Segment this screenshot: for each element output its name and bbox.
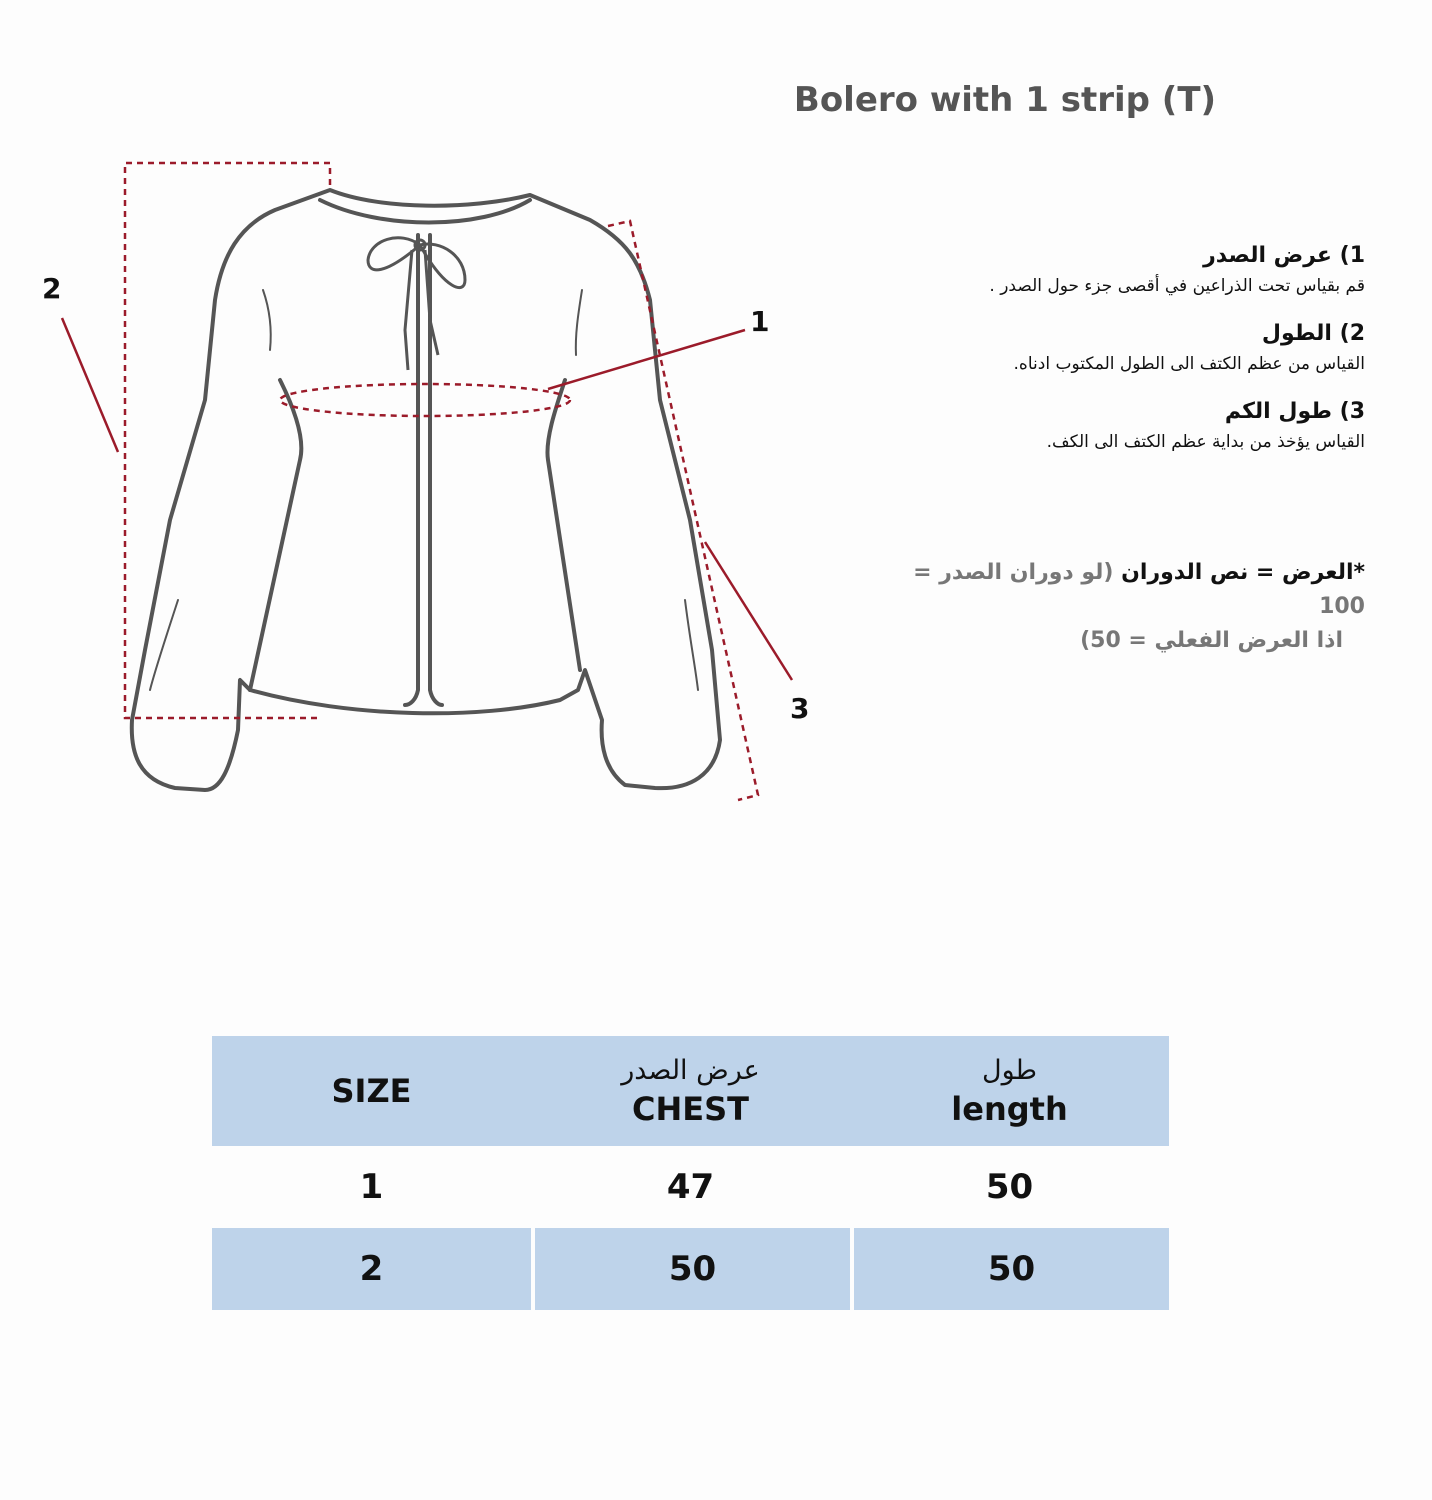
cell-length: 50: [985, 1167, 1034, 1207]
chest-guide: [280, 384, 570, 416]
right-cuff-fold: [685, 600, 698, 690]
left-cuff-fold: [150, 600, 178, 690]
note-sleeve: [860, 396, 1365, 456]
note-chest-text: قم بقياس تحت الذراعين في أقصى جزء حول الصدر .: [989, 276, 1365, 296]
note-length: [860, 318, 1365, 378]
header-length-en: length: [951, 1090, 1068, 1128]
cell-size: 1: [359, 1167, 384, 1207]
width-note-strong: *العرض = نص الدوران: [1121, 560, 1365, 585]
note-sleeve-text: القياس يؤخذ من بداية عظم الكتف الى الكف.: [1046, 432, 1365, 452]
table-row: [212, 1146, 1169, 1228]
measurement-notes: [860, 240, 1365, 474]
note-chest: [860, 240, 1365, 300]
table-header-row: [212, 1036, 1169, 1146]
leader-1: [548, 330, 745, 389]
center-front-right: [430, 235, 442, 705]
cell-chest: 50: [531, 1228, 850, 1310]
page-title: Bolero with 1 strip (T): [793, 80, 1217, 120]
header-length-ar: طول: [981, 1055, 1038, 1086]
right-armhole: [547, 380, 580, 670]
header-chest-ar: عرض الصدر: [621, 1055, 760, 1086]
header-chest-en: CHEST: [632, 1090, 749, 1128]
cell-size: 2: [212, 1228, 531, 1310]
note-sleeve-heading: 3) طول الكم: [1224, 399, 1365, 424]
right-sleeve-fold: [576, 290, 582, 355]
bolero-sketch: [0, 150, 850, 830]
marker-3: 3: [790, 692, 810, 725]
neckline: [320, 200, 530, 223]
header-size-label: SIZE: [331, 1072, 412, 1110]
bow-tail-left: [405, 250, 412, 370]
width-note-line1: [860, 556, 1365, 624]
cell-chest: 47: [666, 1167, 715, 1207]
marker-1: 1: [750, 305, 770, 338]
note-chest-heading: 1) عرض الصدر: [1203, 243, 1365, 268]
marker-2: 2: [42, 272, 62, 305]
size-table: [212, 1036, 1169, 1310]
width-note-line2: اذا العرض الفعلي = 50): [1080, 628, 1343, 653]
width-note: [860, 556, 1365, 658]
leader-2: [62, 318, 118, 452]
table-row: [212, 1228, 1169, 1310]
note-length-heading: 2) الطول: [1261, 321, 1365, 346]
header-length: [850, 1036, 1169, 1146]
width-note-rest: (لو دوران الصدر = 100: [913, 560, 1365, 619]
sleeve-guide: [608, 221, 758, 800]
note-length-text: القياس من عظم الكتف الى الطول المكتوب ادناه.: [1013, 354, 1365, 374]
header-size: [212, 1036, 531, 1146]
left-armhole: [250, 380, 301, 690]
cell-length: 50: [850, 1228, 1169, 1310]
header-chest: [531, 1036, 850, 1146]
left-sleeve-fold: [263, 290, 271, 350]
